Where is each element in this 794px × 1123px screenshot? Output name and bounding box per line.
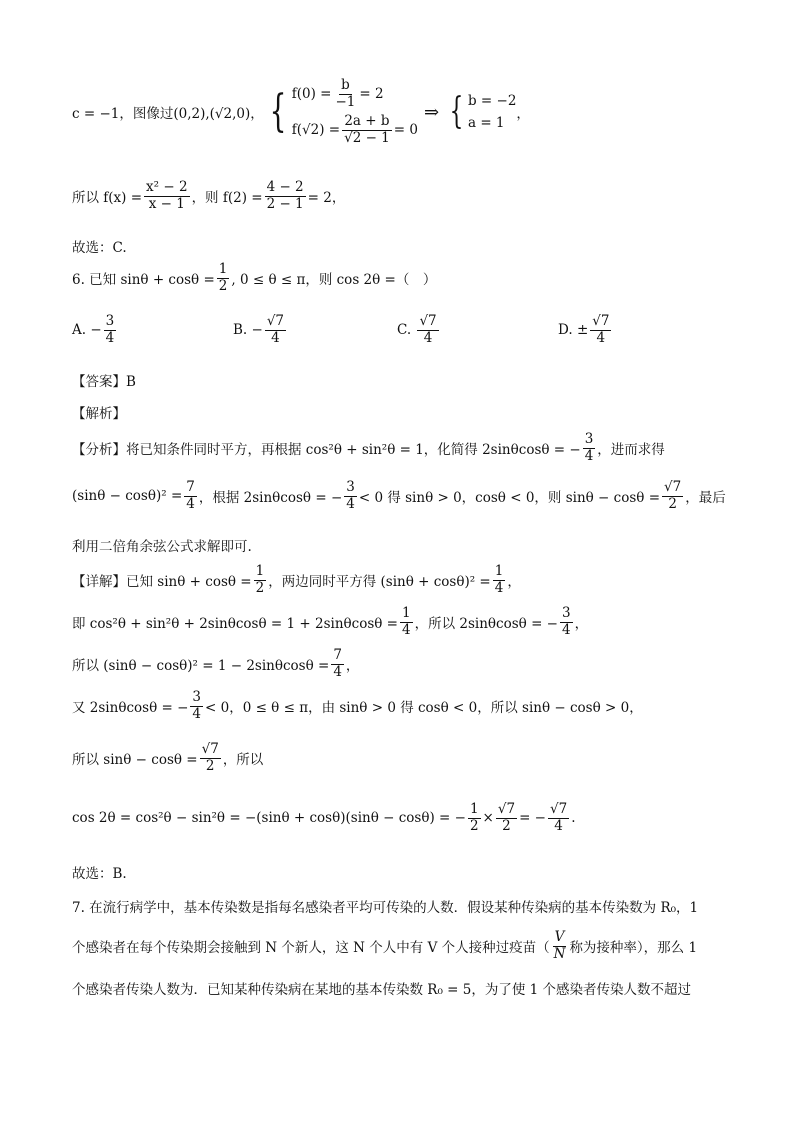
analysis-line-2: (sinθ − cosθ)² = $\frac{7}{4}$ ，根据 2sinθcosθ = − $\frac{3}{4}$ < 0 得 sinθ > 0，cosθ < 0，则 sinθ − cosθ = $\frac{√7}{2}$ ，最后: [72, 479, 726, 512]
solution-line-4: 又 2sinθcosθ = − $\frac{3}{4}$ < 0，0 ≤ θ ≤ π，由 sinθ > 0 得 cosθ < 0，所以 sinθ − cosθ > 0，: [72, 689, 643, 722]
solution-line-2: 即 cos²θ + sin²θ + 2sinθcosθ = 1 + 2sinθcosθ = $\frac{1}{4}$ ，所以 2sinθcosθ = − $\frac{3}{4}$ ，: [72, 605, 589, 638]
result-system: [468, 93, 516, 131]
result-a: a = 1: [467, 115, 505, 132]
question-7-line-2: 个感染者在每个传染期会接触到 N 个新人，这 N 个人中有 V 个人接种过疫苗（ $\frac{V}{N}$ 称为接种率），那么 1: [72, 929, 698, 962]
option-c: C. $\frac{√7}{4}$: [397, 313, 437, 346]
derivation-line-2: 所以 f(x) = $\frac{\text{x² − 2}}{x - 1}$ ，则 f(2) = $\frac{4 - 2}{2 - 1}$ = 2，: [72, 179, 346, 212]
answer-label: 【答案】B: [72, 374, 136, 390]
result-b: b = −2: [467, 93, 517, 110]
choice-line-b: 故选：B.: [72, 866, 127, 882]
analysis-label: 【解析】: [72, 406, 126, 422]
analysis-line-3: 利用二倍角余弦公式求解即可.: [72, 539, 252, 555]
equation-1: f(0) = $\frac{b}{-1}$ = 2: [291, 77, 384, 110]
line1-prefix: c = −1，图像过(0,2),(√2,0)，: [72, 106, 264, 123]
option-a: A. − $\frac{3}{4}$: [72, 313, 115, 346]
question-6: 6. 已知 sinθ + cosθ = $\frac{1}{2}$ , 0 ≤ θ ≤ π，则 cos 2θ =（ ）: [72, 261, 437, 294]
question-7-line-3: 个感染者传染人数为．已知某种传染病在某地的基本传染数 R₀ = 5，为了使 1 个感染者传染人数不超过: [72, 982, 692, 998]
solution-line-6: cos 2θ = cos²θ − sin²θ = −(sinθ + cosθ)(sinθ − cosθ) = − $\frac{1}{2}$ × $\frac{√7}{2}$ = − $\frac{√7}{4}$ .: [72, 801, 576, 834]
option-b: B. − $\frac{√7}{4}$: [233, 313, 285, 346]
option-d: D. ± $\frac{√7}{4}$: [558, 313, 610, 346]
analysis-line-1: 【分析】将已知条件同时平方，再根据 cos²θ + sin²θ = 1，化简得 2sinθcosθ = − $\frac{3}{4}$ ，进而求得: [72, 431, 665, 464]
solution-line-5: 所以 sinθ − cosθ = $\frac{√7}{2}$ ，所以: [72, 741, 264, 774]
question-7-line-1: 7. 在流行病学中，基本传染数是指每名感染者平均可传染的人数．假设某种传染病的基本传染数为 R₀，1: [72, 900, 699, 916]
left-brace: {: [269, 86, 287, 138]
derivation-line-1: c = −1，图像过(0,2),(√2,0)， { f(0) = $\frac{b}{-1}$ = 2 f(√2) = $\frac{2a + b}{√2 - 1}$ = 0 ⇒ { b = −2 a = 1 ，: [72, 77, 530, 146]
equation-2: f(√2) = $\frac{2a + b}{√2 - 1}$ = 0: [291, 113, 418, 146]
result-brace: {: [449, 91, 464, 133]
solution-line-3: 所以 (sinθ − cosθ)² = 1 − 2sinθcosθ = $\frac{7}{4}$ ，: [72, 647, 360, 680]
solution-line-1: 【详解】已知 sinθ + cosθ = $\frac{1}{2}$ ，两边同时平方得 (sinθ + cosθ)² = $\frac{1}{4}$ ，: [72, 563, 521, 596]
implies-arrow: ⇒: [423, 101, 440, 123]
choice-line-c: 故选：C.: [72, 240, 127, 256]
equation-system: [292, 78, 418, 146]
